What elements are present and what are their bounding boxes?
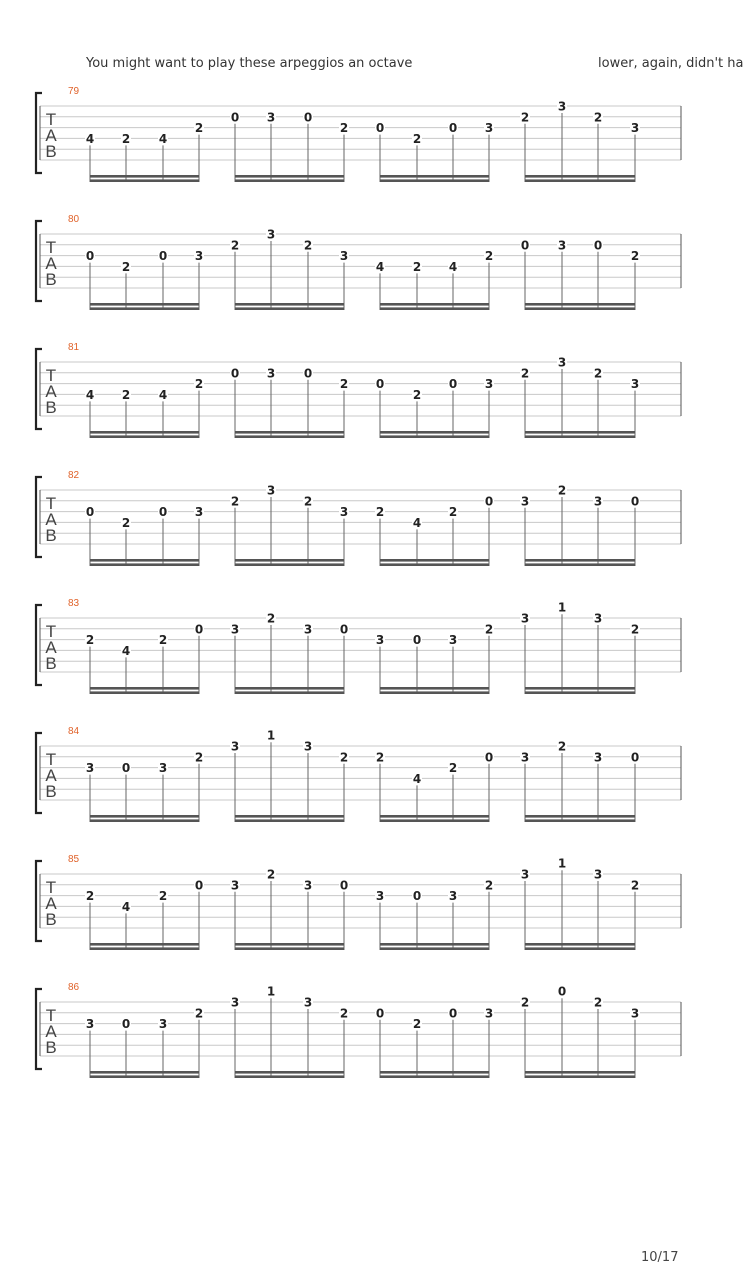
beam xyxy=(90,691,199,694)
system-bracket xyxy=(36,477,42,557)
beam xyxy=(380,175,489,178)
fret-number: 3 xyxy=(484,1006,494,1021)
tab-clef-letter: T xyxy=(45,110,57,129)
tab-clef-letter: T xyxy=(45,750,57,769)
fret-number: 3 xyxy=(194,249,204,264)
beam xyxy=(235,435,344,438)
fret-number: 4 xyxy=(375,259,385,274)
system-bracket xyxy=(36,605,42,685)
staff-system xyxy=(36,854,681,950)
fret-number: 1 xyxy=(557,600,567,615)
beam xyxy=(380,559,489,562)
fret-number: 2 xyxy=(121,387,131,402)
fret-number: 0 xyxy=(448,377,458,392)
fret-number: 0 xyxy=(484,494,494,509)
beam xyxy=(90,947,199,950)
fret-number: 2 xyxy=(448,505,458,520)
fret-number: 3 xyxy=(339,249,349,264)
beam xyxy=(90,559,199,562)
beam xyxy=(235,1075,344,1078)
beam xyxy=(380,815,489,818)
fret-number: 3 xyxy=(85,761,95,776)
fret-number: 0 xyxy=(158,249,168,264)
fret-number: 2 xyxy=(412,387,422,402)
beam xyxy=(380,303,489,306)
fret-number: 2 xyxy=(121,259,131,274)
system-bracket xyxy=(36,349,42,429)
fret-number: 0 xyxy=(375,377,385,392)
tab-clef-letter: A xyxy=(45,766,57,785)
fret-number: 2 xyxy=(194,377,204,392)
fret-number: 2 xyxy=(375,750,385,765)
tab-clef-letter: T xyxy=(45,878,57,897)
tab-clef-letter: B xyxy=(45,654,57,673)
fret-number: 3 xyxy=(520,611,530,626)
fret-number: 2 xyxy=(412,131,422,146)
fret-number: 2 xyxy=(121,515,131,530)
fret-number: 0 xyxy=(448,1006,458,1021)
fret-number: 0 xyxy=(194,622,204,637)
fret-number: 3 xyxy=(158,761,168,776)
fret-number: 2 xyxy=(339,377,349,392)
fret-number: 3 xyxy=(303,622,313,637)
beam xyxy=(235,687,344,690)
tab-clef-letter: T xyxy=(45,238,57,257)
staff-system xyxy=(36,342,681,438)
beam xyxy=(235,943,344,946)
tab-clef-letter: B xyxy=(45,1038,57,1057)
beam xyxy=(525,1071,635,1074)
beam xyxy=(90,1071,199,1074)
measure-number: 84 xyxy=(68,726,80,737)
fret-number: 3 xyxy=(266,110,276,125)
fret-number: 2 xyxy=(593,110,603,125)
fret-number: 0 xyxy=(412,633,422,648)
beam xyxy=(525,179,635,182)
fret-number: 0 xyxy=(375,1006,385,1021)
fret-number: 3 xyxy=(303,995,313,1010)
tab-clef-letter: T xyxy=(45,494,57,513)
fret-number: 3 xyxy=(303,878,313,893)
staff-system xyxy=(36,470,681,566)
fret-number: 2 xyxy=(266,867,276,882)
fret-number: 3 xyxy=(266,227,276,242)
fret-number: 1 xyxy=(266,728,276,743)
fret-number: 3 xyxy=(230,995,240,1010)
fret-number: 3 xyxy=(194,505,204,520)
fret-number: 0 xyxy=(230,110,240,125)
beam xyxy=(235,431,344,434)
fret-number: 4 xyxy=(85,387,95,402)
fret-number: 3 xyxy=(230,739,240,754)
fret-number: 2 xyxy=(121,131,131,146)
fret-number: 2 xyxy=(484,622,494,637)
fret-number: 0 xyxy=(85,249,95,264)
fret-number: 2 xyxy=(339,1006,349,1021)
beam xyxy=(235,559,344,562)
tab-clef-letter: A xyxy=(45,126,57,145)
beam xyxy=(525,307,635,310)
beam xyxy=(90,435,199,438)
system-bracket xyxy=(36,733,42,813)
fret-number: 2 xyxy=(630,622,640,637)
beam xyxy=(235,303,344,306)
beam xyxy=(525,303,635,306)
system-bracket xyxy=(36,221,42,301)
fret-number: 2 xyxy=(303,238,313,253)
staff-system xyxy=(36,86,681,182)
beam xyxy=(235,563,344,566)
fret-number: 3 xyxy=(593,611,603,626)
fret-number: 2 xyxy=(194,750,204,765)
tab-clef-letter: A xyxy=(45,382,57,401)
fret-number: 3 xyxy=(375,633,385,648)
tab-clef-letter: A xyxy=(45,894,57,913)
beam xyxy=(380,1071,489,1074)
fret-number: 4 xyxy=(121,899,131,914)
fret-number: 0 xyxy=(85,505,95,520)
beam xyxy=(380,691,489,694)
beam xyxy=(380,819,489,822)
fret-number: 2 xyxy=(339,750,349,765)
measure-number: 82 xyxy=(68,470,80,481)
beam xyxy=(90,815,199,818)
beam xyxy=(380,431,489,434)
fret-number: 2 xyxy=(593,366,603,381)
beam xyxy=(90,307,199,310)
fret-number: 3 xyxy=(520,750,530,765)
fret-number: 3 xyxy=(630,1006,640,1021)
tab-clef-letter: B xyxy=(45,270,57,289)
system-bracket xyxy=(36,93,42,173)
fret-number: 0 xyxy=(448,121,458,136)
beam xyxy=(525,431,635,434)
fret-number: 0 xyxy=(158,505,168,520)
fret-number: 2 xyxy=(230,494,240,509)
fret-number: 2 xyxy=(557,739,567,754)
fret-number: 0 xyxy=(630,494,640,509)
fret-number: 3 xyxy=(630,377,640,392)
tab-clef-letter: A xyxy=(45,1022,57,1041)
fret-number: 2 xyxy=(593,995,603,1010)
fret-number: 0 xyxy=(194,878,204,893)
fret-number: 0 xyxy=(412,889,422,904)
fret-number: 2 xyxy=(520,110,530,125)
fret-number: 3 xyxy=(484,377,494,392)
fret-number: 3 xyxy=(448,633,458,648)
fret-number: 3 xyxy=(230,622,240,637)
fret-number: 2 xyxy=(557,483,567,498)
fret-number: 3 xyxy=(484,121,494,136)
beam xyxy=(235,1071,344,1074)
fret-number: 2 xyxy=(375,505,385,520)
beam xyxy=(525,687,635,690)
beam xyxy=(525,175,635,178)
beam xyxy=(380,179,489,182)
beam xyxy=(525,563,635,566)
beam xyxy=(380,947,489,950)
tab-clef-letter: B xyxy=(45,142,57,161)
fret-number: 4 xyxy=(412,771,422,786)
fret-number: 2 xyxy=(85,889,95,904)
fret-number: 2 xyxy=(520,366,530,381)
fret-number: 2 xyxy=(266,611,276,626)
beam xyxy=(525,559,635,562)
fret-number: 2 xyxy=(158,889,168,904)
fret-number: 2 xyxy=(194,1006,204,1021)
fret-number: 2 xyxy=(630,249,640,264)
tab-clef-letter: B xyxy=(45,526,57,545)
fret-number: 0 xyxy=(375,121,385,136)
system-bracket xyxy=(36,989,42,1069)
fret-number: 3 xyxy=(630,121,640,136)
beam xyxy=(525,815,635,818)
beam xyxy=(380,687,489,690)
fret-number: 3 xyxy=(520,867,530,882)
fret-number: 0 xyxy=(520,238,530,253)
fret-number: 0 xyxy=(339,878,349,893)
system-bracket xyxy=(36,861,42,941)
beam xyxy=(90,563,199,566)
fret-number: 2 xyxy=(339,121,349,136)
fret-number: 0 xyxy=(593,238,603,253)
tab-clef-letter: T xyxy=(45,1006,57,1025)
beam xyxy=(90,303,199,306)
measure-number: 83 xyxy=(68,598,80,609)
fret-number: 0 xyxy=(484,750,494,765)
measure-number: 81 xyxy=(68,342,80,353)
beam xyxy=(380,307,489,310)
tab-clef-letter: A xyxy=(45,254,57,273)
annotation-text: You might want to play these arpeggios an octave xyxy=(86,56,413,71)
fret-number: 2 xyxy=(520,995,530,1010)
fret-number: 0 xyxy=(121,1017,131,1032)
fret-number: 3 xyxy=(593,750,603,765)
beam xyxy=(235,307,344,310)
beam xyxy=(90,687,199,690)
beam xyxy=(90,943,199,946)
measure-number: 85 xyxy=(68,854,80,865)
fret-number: 3 xyxy=(593,494,603,509)
fret-number: 3 xyxy=(557,355,567,370)
staff-system xyxy=(36,598,681,694)
fret-number: 4 xyxy=(448,259,458,274)
beam xyxy=(90,819,199,822)
fret-number: 3 xyxy=(85,1017,95,1032)
beam xyxy=(380,943,489,946)
fret-number: 4 xyxy=(121,643,131,658)
beam xyxy=(525,1075,635,1078)
measure-number: 80 xyxy=(68,214,80,225)
fret-number: 0 xyxy=(339,622,349,637)
annotation-text-continued: lower, again, didn't ha xyxy=(598,56,743,71)
fret-number: 4 xyxy=(85,131,95,146)
beam xyxy=(525,943,635,946)
beam xyxy=(235,947,344,950)
fret-number: 3 xyxy=(339,505,349,520)
beam xyxy=(380,435,489,438)
fret-number: 3 xyxy=(230,878,240,893)
fret-number: 3 xyxy=(266,366,276,381)
measure-number: 79 xyxy=(68,86,80,97)
tab-clef-letter: B xyxy=(45,398,57,417)
fret-number: 2 xyxy=(630,878,640,893)
fret-number: 4 xyxy=(412,515,422,530)
fret-number: 3 xyxy=(158,1017,168,1032)
fret-number: 3 xyxy=(520,494,530,509)
beam xyxy=(90,179,199,182)
fret-number: 0 xyxy=(303,110,313,125)
fret-number: 2 xyxy=(448,761,458,776)
beam xyxy=(525,947,635,950)
fret-number: 0 xyxy=(230,366,240,381)
tab-clef-letter: B xyxy=(45,782,57,801)
beam xyxy=(380,563,489,566)
fret-number: 3 xyxy=(557,99,567,114)
tab-clef-letter: B xyxy=(45,910,57,929)
fret-number: 2 xyxy=(303,494,313,509)
beam xyxy=(380,1075,489,1078)
beam xyxy=(525,435,635,438)
fret-number: 0 xyxy=(557,984,567,999)
fret-number: 2 xyxy=(484,249,494,264)
fret-number: 3 xyxy=(448,889,458,904)
fret-number: 2 xyxy=(158,633,168,648)
fret-number: 0 xyxy=(303,366,313,381)
measure-number: 86 xyxy=(68,982,80,993)
beam xyxy=(90,431,199,434)
fret-number: 0 xyxy=(630,750,640,765)
fret-number: 2 xyxy=(194,121,204,136)
fret-number: 3 xyxy=(303,739,313,754)
fret-number: 2 xyxy=(85,633,95,648)
tab-clef-letter: T xyxy=(45,622,57,641)
staff-system xyxy=(36,982,681,1078)
beam xyxy=(235,179,344,182)
fret-number: 4 xyxy=(158,131,168,146)
page-number: 10/17 xyxy=(641,1250,679,1265)
fret-number: 4 xyxy=(158,387,168,402)
fret-number: 3 xyxy=(593,867,603,882)
beam xyxy=(525,691,635,694)
fret-number: 0 xyxy=(121,761,131,776)
beam xyxy=(90,175,199,178)
beam xyxy=(235,819,344,822)
staff-system xyxy=(36,214,681,310)
fret-number: 2 xyxy=(230,238,240,253)
fret-number: 2 xyxy=(412,259,422,274)
fret-number: 2 xyxy=(484,878,494,893)
fret-number: 3 xyxy=(557,238,567,253)
staff-system xyxy=(36,726,681,822)
beam xyxy=(235,175,344,178)
fret-number: 2 xyxy=(412,1017,422,1032)
fret-number: 3 xyxy=(266,483,276,498)
beam xyxy=(525,819,635,822)
beam xyxy=(235,691,344,694)
fret-number: 1 xyxy=(266,984,276,999)
tab-clef-letter: A xyxy=(45,638,57,657)
beam xyxy=(90,1075,199,1078)
fret-number: 1 xyxy=(557,856,567,871)
beam xyxy=(235,815,344,818)
tab-clef-letter: T xyxy=(45,366,57,385)
tab-clef-letter: A xyxy=(45,510,57,529)
fret-number: 3 xyxy=(375,889,385,904)
